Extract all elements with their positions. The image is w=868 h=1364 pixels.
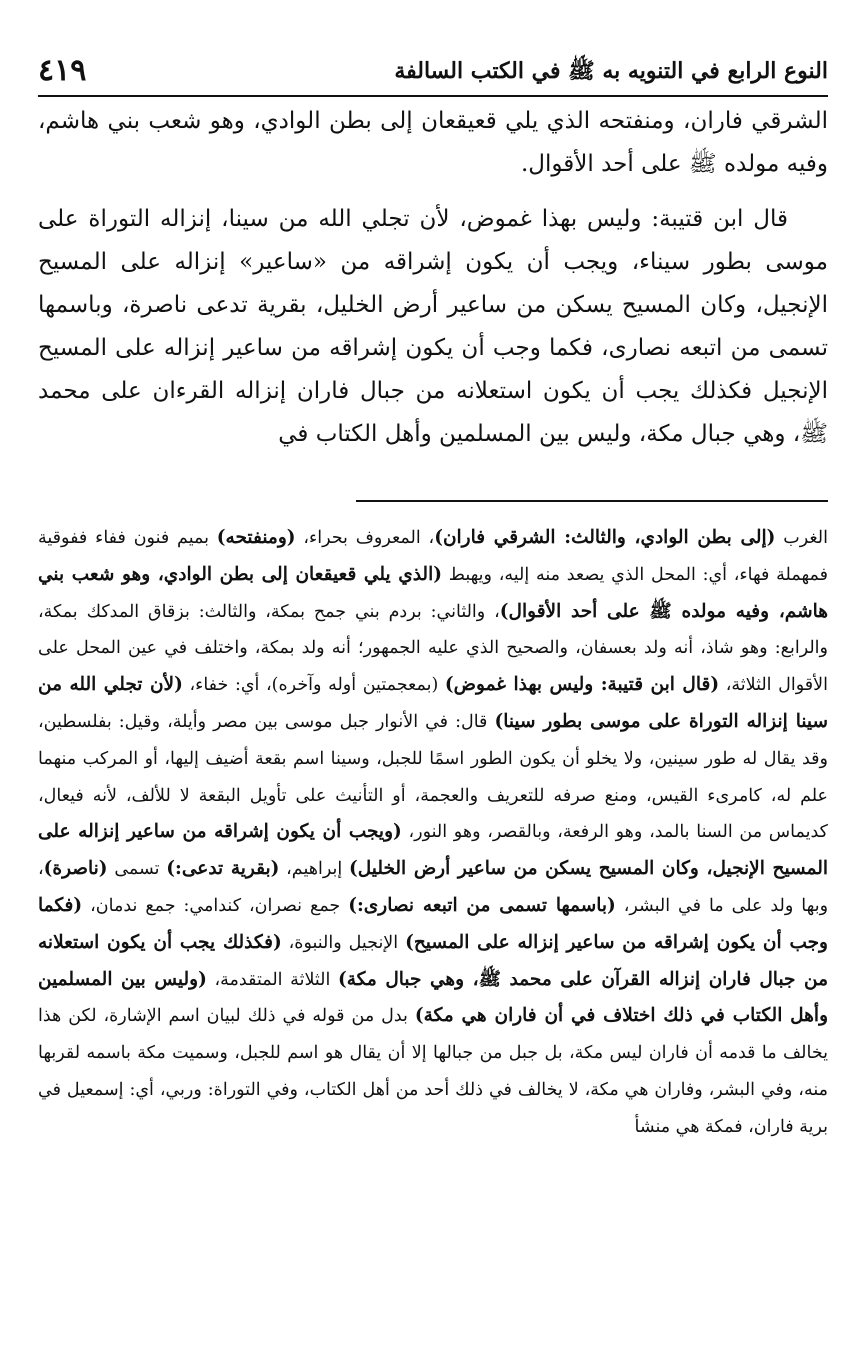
commentary-segment: ، وبها ولد على ما في البشر،	[38, 859, 829, 916]
quoted-text: (ومنفتحه)	[216, 527, 296, 548]
commentary-segment: (بمعجمتين أوله وآخره)، أي: خفاء،	[182, 675, 445, 696]
commentary-segment: جمع نصران، كندامي: جمع ندمان،	[82, 895, 349, 916]
commentary-segment: قال: في الأنوار جبل موسى بين مصر وأيلة، وقيل: بفلسطين، وقد يقال له طور سينين، ولا يخلو أن يكون الطور اسمًا للجبل، وسينا اسم بقعة أضيف إليها، أو المركب منهما علم له، كامرىء القيس، ومنع صرفه للتعريف والعجمة، أو التأنيث على تأويل البقعة لا للألف، لأنه فيعال، كديماس من السنا بالمد، وهو الرفعة، وبالقصر، وهو النور،	[38, 711, 828, 843]
running-title: النوع الرابع في التنويه به ﷺ في الكتب السالفة	[394, 58, 828, 84]
quoted-text: (إلى بطن الوادي، والثالث: الشرقي فاران)	[434, 527, 776, 548]
page-number: ٤١٩	[38, 53, 87, 88]
commentary-segment: إبراهيم،	[279, 859, 349, 880]
quoted-text: (فكما وجب أن يكون إشراقه من ساعير إنزاله على المسيح)	[38, 894, 828, 953]
main-paragraph-2: قال ابن قتيبة: وليس بهذا غموض، لأن تجلي الله من سينا، إنزاله التوراة على موسى بطور سيناء، ويجب أن يكون إشراقه من «ساعير» إنزاله على المسيح الإنجيل، وكان المسيح يسكن من ساعير أرض الخليل، بقرية تدعى ناصرة، وباسمها تسمى من اتبعه نصارى، فكما وجب أن يكون إشراقه من ساعير إنزاله على المسيح الإنجيل فكذلك يجب أن يكون استعلانه من جبال فاران إنزاله القرءان على محمد ﷺ، وهي جبال مكة، وليس بين المسلمين وأهل الكتاب في	[38, 206, 828, 447]
main-paragraph-1: الشرقي فاران، ومنفتحه الذي يلي قعيقعان إلى بطن الوادي، وهو شعب بني هاشم، وفيه مولده ﷺ على أحد الأقوال.	[38, 108, 828, 177]
commentary-segment: الغرب	[775, 528, 828, 548]
quoted-text: (بقرية تدعى:)	[166, 858, 280, 880]
main-text	[38, 100, 828, 456]
quoted-text: (باسمها تسمى من اتبعه نصارى:)	[348, 894, 616, 916]
commentary-segment: الإنجيل والنبوة،	[281, 932, 406, 953]
commentary-segment: ، المعروف بحراء،	[295, 528, 435, 548]
commentary-text	[38, 520, 828, 1146]
quoted-text: (قال ابن قتيبة: وليس بهذا غموض)	[444, 674, 720, 696]
quoted-text: (الذي يلي قعيقعان إلى بطن الوادي، وهو شعب بني هاشم، وفيه مولده ﷺ على أحد الأقوال)	[38, 563, 828, 622]
quoted-text: (وليس بين المسلمين وأهل الكتاب في ذلك اختلاف في أن فاران هي مكة)	[38, 968, 829, 1027]
commentary-segment: ، والثاني: بردم بني جمح بمكة، والثالث: بزقاق المدكك بمكة، والرابع: وهو شاذ، أنه ولد بعسفان، والصحيح الذي عليه الجمهور؛ أنه ولد بمكة، واختلف في عين المحل على الأقوال الثلاثة،	[38, 601, 828, 696]
commentary-paragraph	[38, 520, 828, 1146]
footnote-separator	[356, 500, 828, 502]
quoted-text: (ناصرة)	[43, 858, 108, 880]
quoted-text: (فكذلك يجب أن يكون استعلانه من جبال فاران إنزاله القرآن على محمد ﷺ، وهي جبال مكة)	[38, 931, 828, 990]
page-header	[38, 50, 828, 88]
commentary-segment: بميم فنون ففاء ففوقية فمهملة فهاء، أي: المحل الذي يصعد منه إليه، ويهبط	[38, 528, 828, 585]
quoted-text: (ويجب أن يكون إشراقه من ساعير إنزاله على المسيح الإنجيل، وكان المسيح يسكن من ساعير أرض الخليل)	[38, 821, 829, 880]
quoted-text: (لأن تجلي الله من سينا إنزاله التوراة على موسى بطور سينا)	[38, 674, 828, 732]
commentary-segment: الثلاثة المتقدمة،	[206, 969, 339, 990]
header-rule	[38, 95, 828, 97]
commentary-segment: تسمى	[107, 859, 167, 880]
commentary-segment: بدل من قوله في ذلك لبيان اسم الإشارة، لكن هذا يخالف ما قدمه أن فاران ليس مكة، بل جبل من جبالها إلا أن يقال هو اسم للجبل، وسميت مكة باسمه لقربها منه، وفي البشر، وفاران هي مكة، لا يخالف في ذلك أحد من أهل الكتاب، وفي التوراة: وربي، أي: إسمعيل في برية فاران، فمكة هي منشأ	[38, 1006, 828, 1137]
